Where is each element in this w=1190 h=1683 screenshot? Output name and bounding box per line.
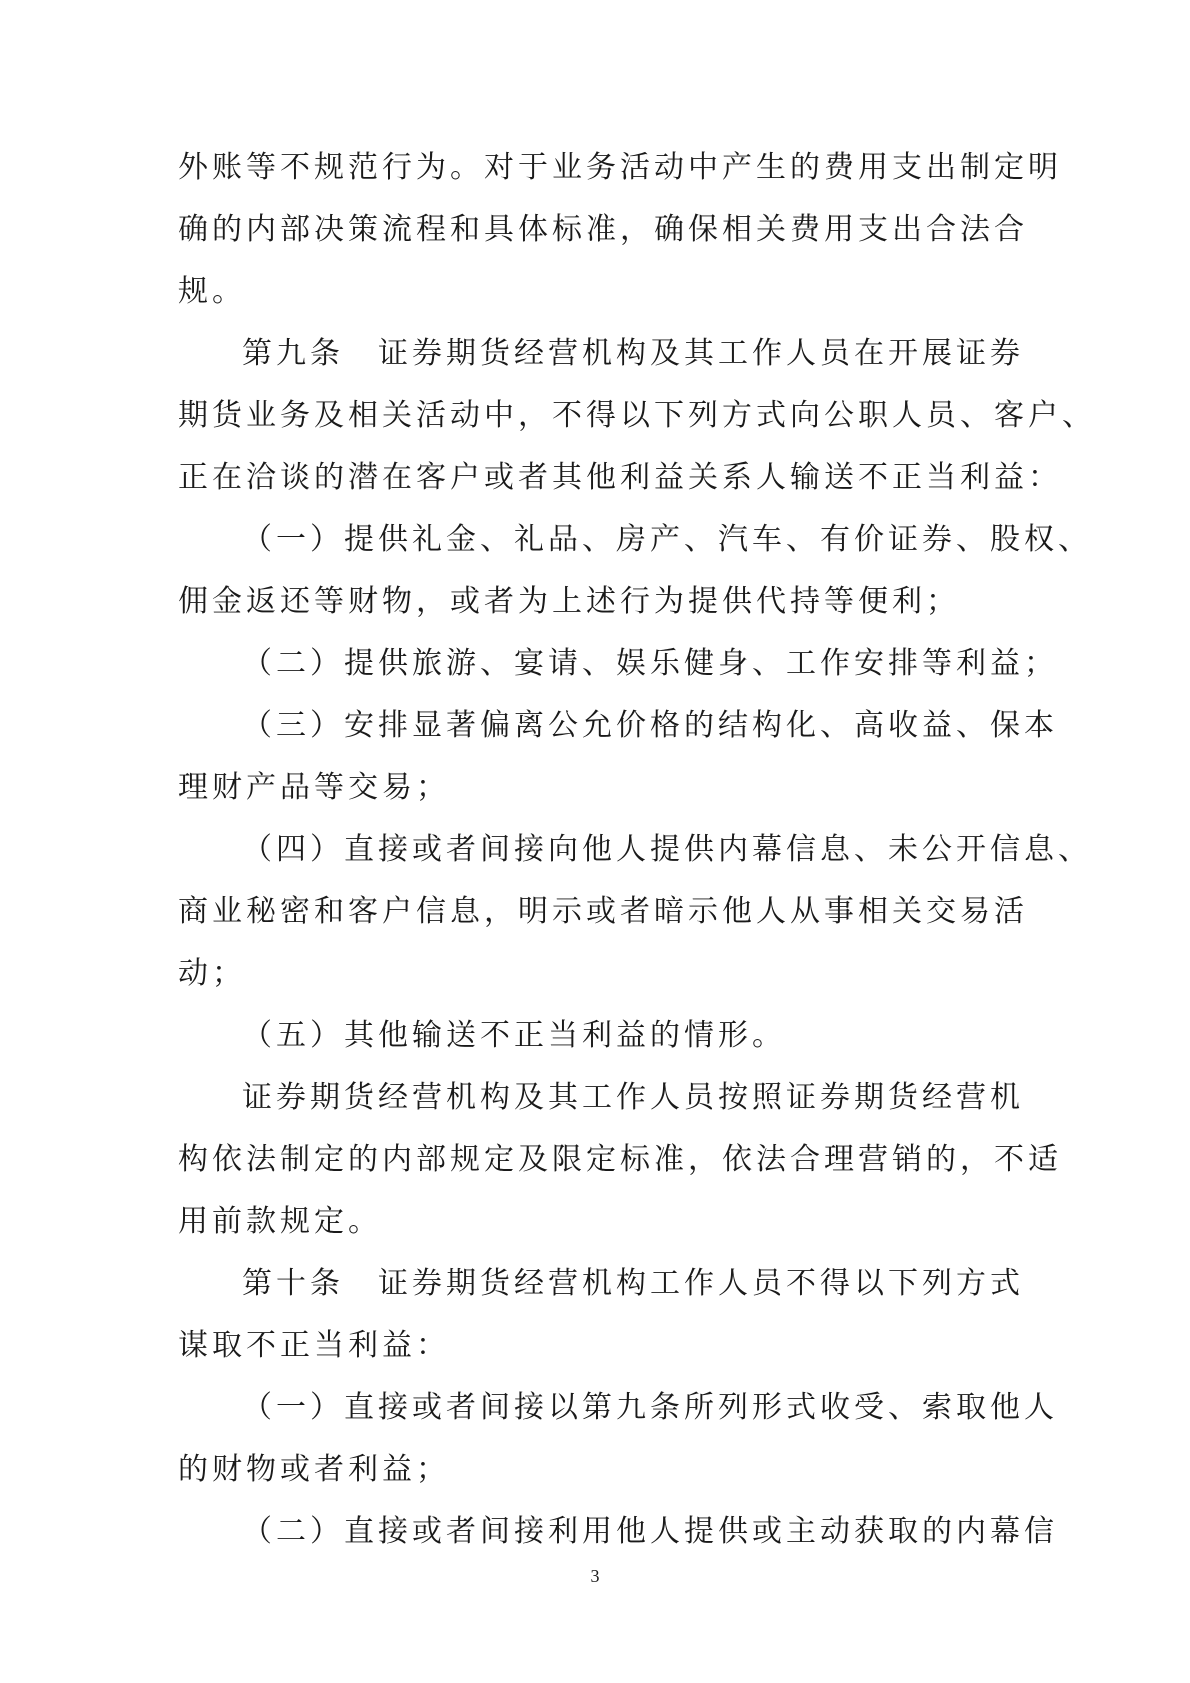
paragraph-line: 的财物或者利益；	[178, 1452, 450, 1487]
article-10-item-2	[178, 1512, 1058, 1552]
paragraph-continuation	[178, 148, 1062, 312]
article-10-item-1	[178, 1388, 1058, 1490]
article-10	[178, 1264, 1024, 1366]
paragraph-line: （二）提供旅游、宴请、娱乐健身、工作安排等利益；	[242, 646, 1058, 681]
paragraph-line: 外账等不规范行为。对于业务活动中产生的费用支出制定明	[178, 150, 1062, 185]
paragraph-line: 第九条 证券期货经营机构及其工作人员在开展证券	[242, 336, 1024, 371]
document-body	[178, 148, 1096, 1574]
page-number: 3	[590, 1566, 600, 1586]
article-9-item-5	[178, 1016, 1013, 1056]
paragraph-line: 商业秘密和客户信息，明示或者暗示他人从事相关交易活	[178, 894, 1028, 929]
paragraph-line: 期货业务及相关活动中，不得以下列方式向公职人员、客户、	[178, 398, 1096, 433]
paragraph-line: 正在洽谈的潜在客户或者其他利益关系人输送不正当利益：	[178, 460, 1062, 495]
article-9-item-3	[178, 706, 1058, 808]
paragraph-line: （四）直接或者间接向他人提供内幕信息、未公开信息、	[242, 832, 1092, 867]
article-9-item-2	[178, 644, 1058, 684]
paragraph-line: （一）提供礼金、礼品、房产、汽车、有价证券、股权、	[242, 522, 1092, 557]
paragraph-line: 第十条 证券期货经营机构工作人员不得以下列方式	[242, 1266, 1024, 1301]
paragraph-line: 谋取不正当利益：	[178, 1328, 450, 1363]
paragraph-line: 理财产品等交易；	[178, 770, 450, 805]
paragraph-line: 确的内部决策流程和具体标准，确保相关费用支出合法合	[178, 212, 1028, 247]
article-9-item-1	[178, 520, 1092, 622]
paragraph-line: （二）直接或者间接利用他人提供或主动获取的内幕信	[242, 1514, 1058, 1549]
paragraph-line: 动；	[178, 956, 246, 991]
paragraph-line: 佣金返还等财物，或者为上述行为提供代持等便利；	[178, 584, 960, 619]
paragraph-line: （五）其他输送不正当利益的情形。	[242, 1018, 786, 1053]
paragraph-line: （一）直接或者间接以第九条所列形式收受、索取他人	[242, 1390, 1058, 1425]
paragraph-line: 构依法制定的内部规定及限定标准，依法合理营销的，不适	[178, 1142, 1062, 1177]
paragraph-line: 用前款规定。	[178, 1204, 382, 1239]
paragraph-line: （三）安排显著偏离公允价格的结构化、高收益、保本	[242, 708, 1058, 743]
article-9	[178, 334, 1096, 498]
paragraph-line: 证券期货经营机构及其工作人员按照证券期货经营机	[242, 1080, 1024, 1115]
paragraph-line: 规。	[178, 274, 246, 309]
article-9-exception	[178, 1078, 1062, 1242]
article-9-item-4	[178, 830, 1092, 994]
